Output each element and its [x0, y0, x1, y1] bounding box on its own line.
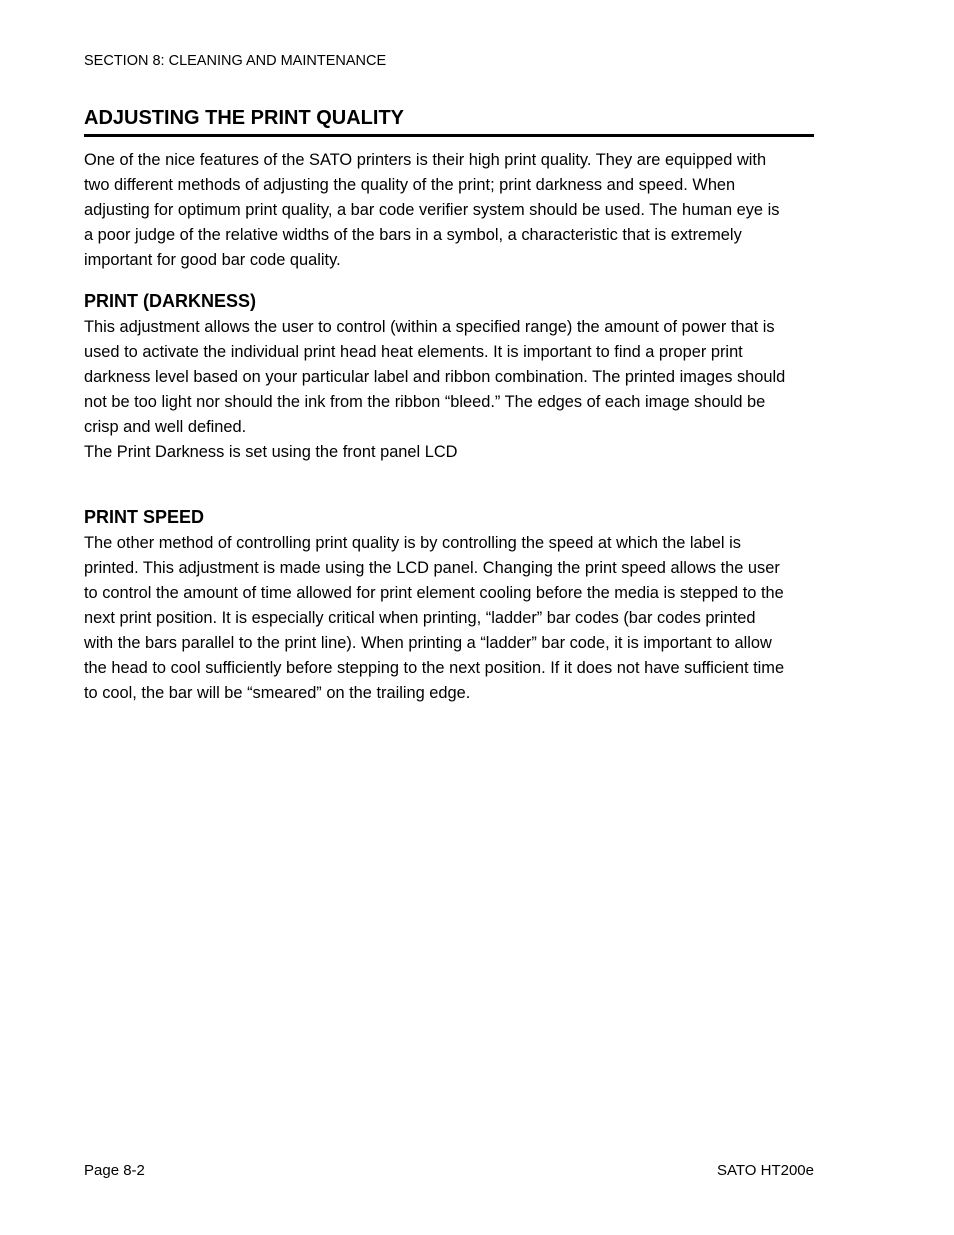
speed-line: to cool, the bar will be “smeared” on the trailing edge. [84, 684, 471, 702]
speed-line: the head to cool sufficiently before stepping to the next position. If it does not have sufficient time [84, 659, 785, 677]
speed-heading: PRINT SPEED [84, 507, 205, 527]
speed-line: with the bars parallel to the print line). When printing a “ladder” bar code, it is important to allow [84, 634, 772, 652]
intro-line: a poor judge of the relative widths of the bars in a symbol, a characteristic that is extremely [84, 226, 742, 244]
darkness-paragraph [84, 315, 814, 465]
intro-line: important for good bar code quality. [84, 251, 341, 269]
page-number: Page 8-2 [84, 1162, 145, 1179]
section-header: SECTION 8: CLEANING AND MAINTENANCE [84, 53, 387, 69]
darkness-line: The Print Darkness is set using the front panel LCD [84, 443, 458, 461]
darkness-line: used to activate the individual print head heat elements. It is important to find a proper print [84, 343, 743, 361]
intro-paragraph [84, 148, 814, 273]
manual-page [84, 0, 814, 1235]
darkness-line: not be too light nor should the ink from the ribbon “bleed.” The edges of each image should be [84, 393, 766, 411]
intro-line: two different methods of adjusting the quality of the print; print darkness and speed. When [84, 176, 736, 194]
intro-line: adjusting for optimum print quality, a bar code verifier system should be used. The human eye is [84, 201, 780, 219]
speed-line: next print position. It is especially critical when printing, “ladder” bar codes (bar codes printed [84, 609, 756, 627]
speed-line: The other method of controlling print quality is by controlling the speed at which the label is [84, 534, 741, 552]
darkness-line: darkness level based on your particular label and ribbon combination. The printed images should [84, 368, 786, 386]
intro-line: One of the nice features of the SATO printers is their high print quality. They are equipped with [84, 151, 767, 169]
speed-paragraph [84, 531, 814, 706]
speed-line: to control the amount of time allowed for print element cooling before the media is stepped to the [84, 584, 784, 602]
darkness-line: This adjustment allows the user to control (within a specified range) the amount of power that is [84, 318, 775, 336]
darkness-heading: PRINT (DARKNESS) [84, 291, 257, 311]
page-title: ADJUSTING THE PRINT QUALITY [84, 106, 814, 137]
product-name: SATO HT200e [717, 1162, 814, 1179]
darkness-line: crisp and well defined. [84, 418, 247, 436]
speed-line: printed. This adjustment is made using the LCD panel. Changing the print speed allows the user [84, 559, 780, 577]
